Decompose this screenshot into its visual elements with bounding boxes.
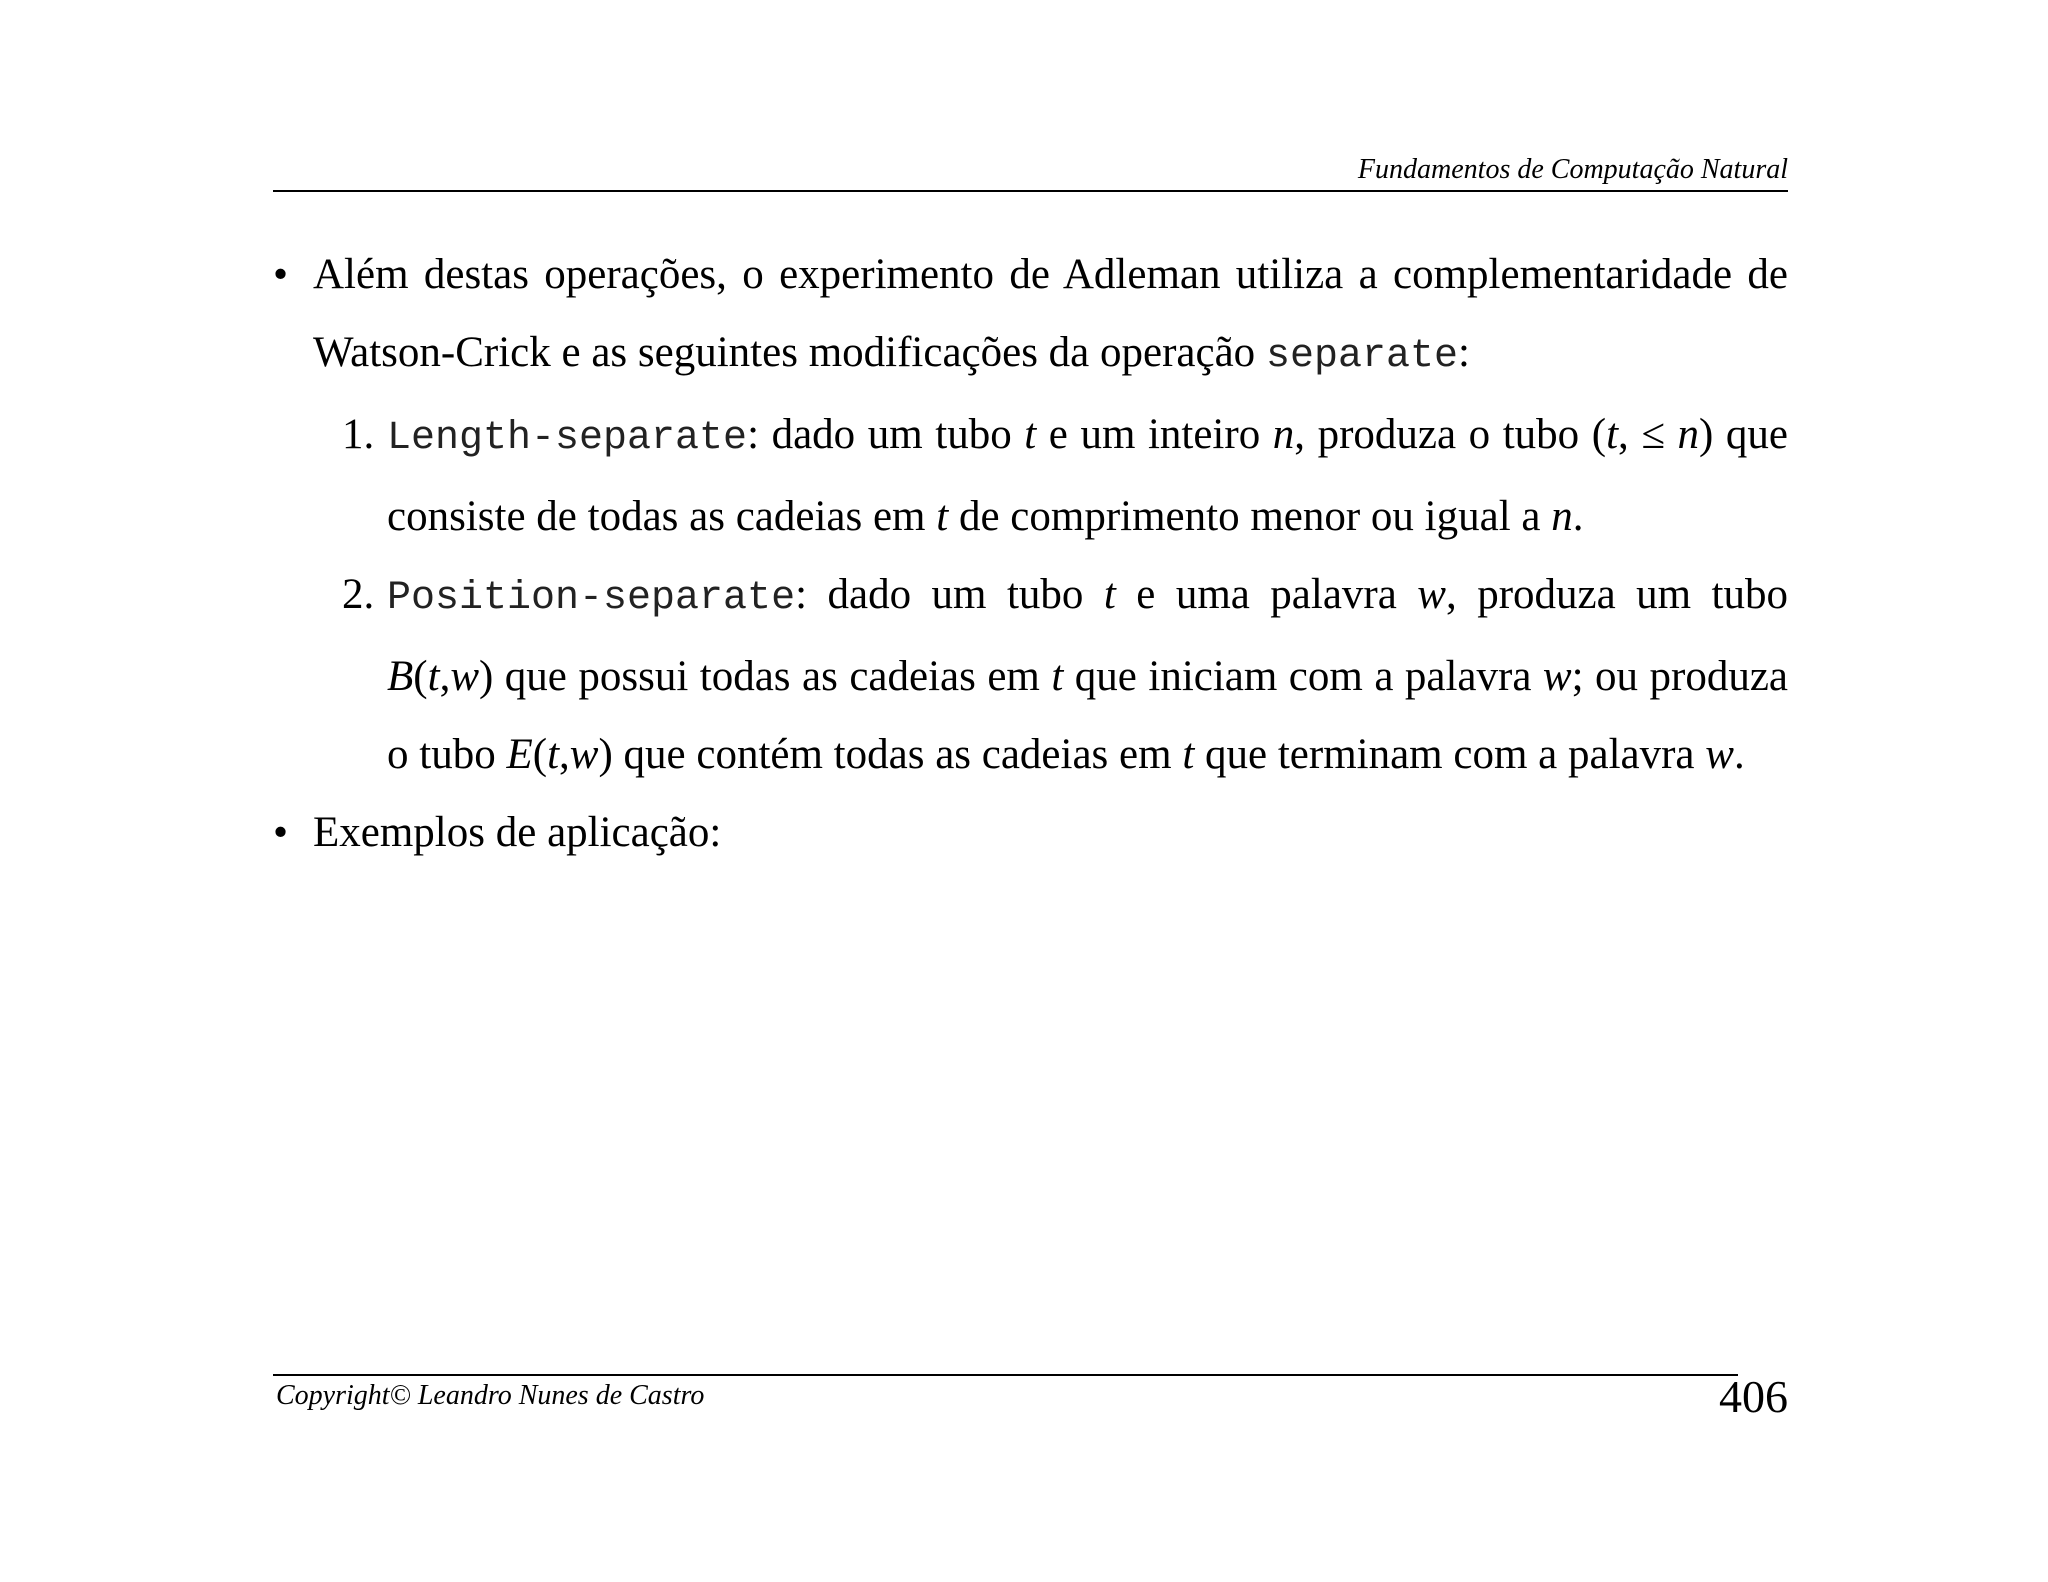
running-header-title: Fundamentos de Computação Natural xyxy=(1357,154,1788,185)
var-t: t xyxy=(936,493,949,540)
var-n: n xyxy=(1272,411,1295,458)
item-text: que iniciam com a palavra xyxy=(1063,653,1543,700)
copyright-notice: Copyright© Leandro Nunes de Castro xyxy=(276,1380,705,1411)
numbered-item-position-separate xyxy=(342,556,1788,794)
slide-body xyxy=(273,236,1788,872)
bullet-item-examples xyxy=(273,794,1788,872)
var-w: w xyxy=(1542,653,1572,700)
code-separate: separate xyxy=(1265,334,1458,379)
numbered-item-length-separate xyxy=(342,396,1789,556)
item-text: ( xyxy=(532,731,548,778)
item-text: ; ou produza o tubo xyxy=(387,653,1788,778)
item-text: , ≤ xyxy=(1618,411,1678,458)
var-t: t xyxy=(1103,571,1116,618)
var-n: n xyxy=(1677,411,1700,458)
item-text: ) que contém todas as cadeias em xyxy=(598,731,1183,778)
bullet-mark: • xyxy=(273,809,289,856)
var-E: E xyxy=(506,731,533,778)
var-t: t xyxy=(1024,411,1037,458)
var-w: w xyxy=(450,653,479,700)
header-rule xyxy=(273,190,1788,192)
item-number: 2. xyxy=(342,571,375,618)
page-number: 406 xyxy=(1719,1371,1788,1422)
code-position-separate: Position-separate xyxy=(387,576,796,621)
var-n: n xyxy=(1551,493,1573,540)
item-text: , produza um tubo xyxy=(1445,571,1788,618)
item-text: . xyxy=(1572,493,1584,540)
item-text: e uma palavra xyxy=(1115,571,1418,618)
code-length-separate: Length-separate xyxy=(387,416,748,461)
item-text: ) que consiste de todas as cadeias em xyxy=(387,411,1789,540)
var-B: B xyxy=(387,653,414,700)
var-t: t xyxy=(547,731,560,778)
item-number: 1. xyxy=(342,411,375,458)
item-text: : dado um tubo xyxy=(747,411,1025,458)
var-w: w xyxy=(1417,571,1446,618)
var-t: t xyxy=(1051,653,1064,700)
bullet-text: Exemplos de aplicação: xyxy=(313,809,722,856)
var-t: t xyxy=(1606,411,1619,458)
item-text: , xyxy=(439,653,451,700)
bullet-text-end: : xyxy=(1457,329,1470,376)
item-text: ) que possui todas as cadeias em xyxy=(479,653,1052,700)
bullet-text: Além destas operações, o experimento de Adleman utiliza a complementaridade de Watson-Crick e as seguintes modificações da operação xyxy=(313,251,1788,376)
var-w: w xyxy=(1705,731,1734,778)
item-text: que terminam com a palavra xyxy=(1194,731,1706,778)
item-text: de comprimento menor ou igual a xyxy=(948,493,1552,540)
var-t: t xyxy=(1182,731,1195,778)
item-text: e um inteiro xyxy=(1036,411,1273,458)
var-w: w xyxy=(569,731,599,778)
item-text: . xyxy=(1733,731,1745,778)
bullet-item-operations xyxy=(273,236,1788,396)
item-text: , xyxy=(559,731,570,778)
var-t: t xyxy=(427,653,440,700)
footer-rule xyxy=(273,1374,1738,1376)
item-text: : dado um tubo xyxy=(795,571,1104,618)
item-text: ( xyxy=(413,653,428,700)
item-text: , produza o tubo ( xyxy=(1294,411,1607,458)
bullet-mark: • xyxy=(273,251,289,298)
